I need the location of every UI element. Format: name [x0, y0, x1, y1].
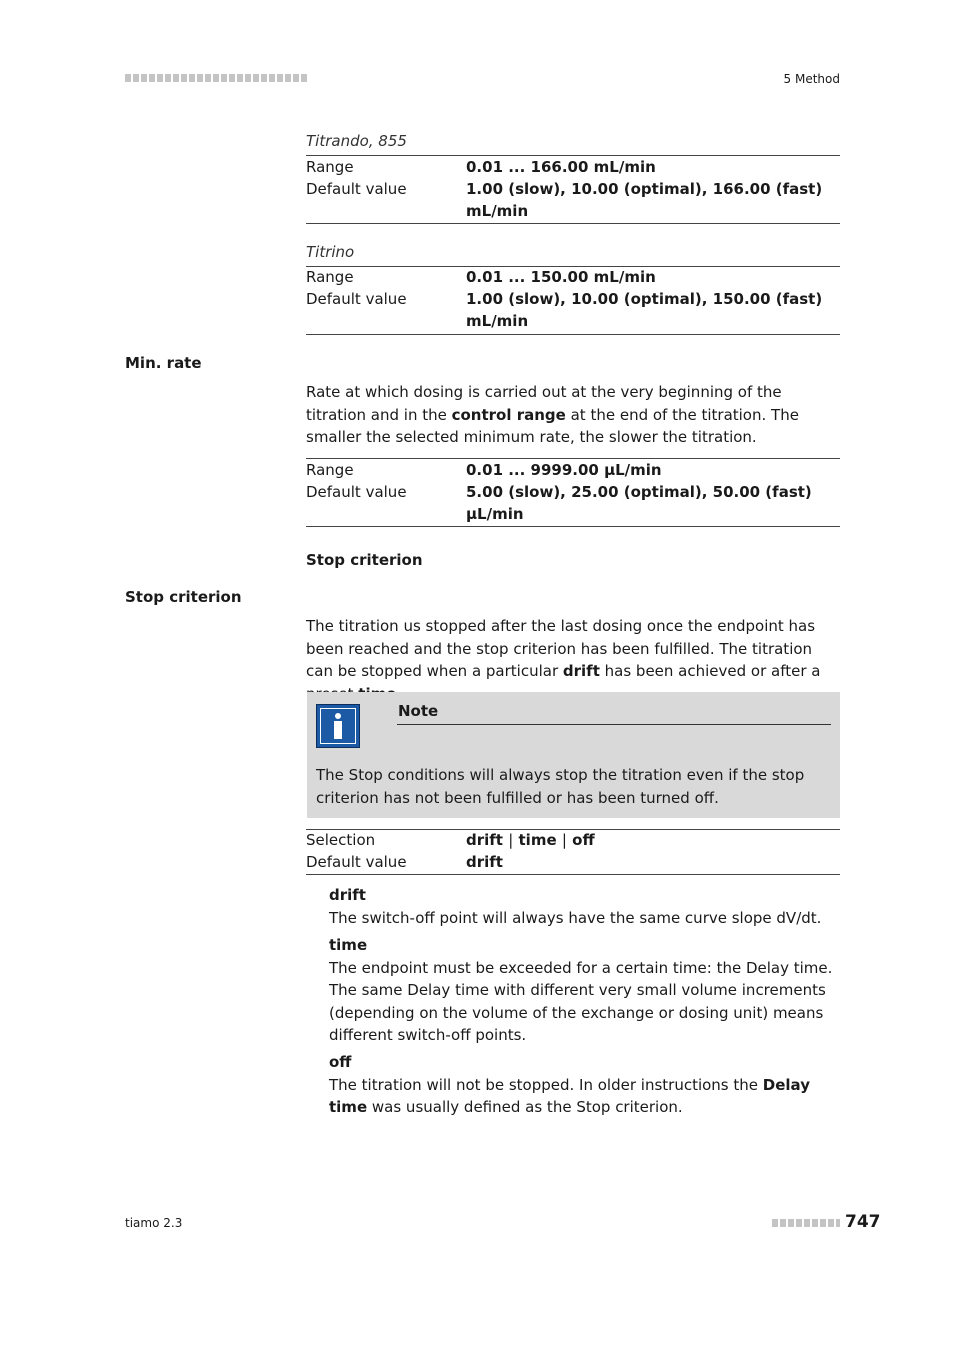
stop-criterion-param-table [306, 829, 840, 873]
info-icon [316, 704, 360, 748]
stop-criterion-subheading: Stop criterion [306, 551, 423, 569]
param-label: Range [306, 158, 354, 176]
divider [306, 526, 840, 527]
param-value: 0.01 ... 9999.00 µL/min [466, 461, 662, 479]
note-text: The Stop conditions will always stop the titration even if the stop criterion has not been fulfilled or has been turned off. [316, 766, 805, 807]
product-name: tiamo 2.3 [125, 1216, 183, 1230]
option-off [329, 1051, 840, 1119]
option-drift [329, 884, 840, 929]
param-value: 0.01 ... 166.00 mL/min [466, 158, 656, 176]
min-rate-description: Rate at which dosing is carried out at the very beginning of the titration and in the control range at the end of the titration. The smaller the selected minimum rate, the slower the titration. [306, 383, 799, 446]
param-row [306, 851, 840, 873]
param-label: Default value [306, 180, 407, 198]
min-rate-param-table [306, 459, 840, 525]
option-time [329, 934, 840, 1047]
param-label: Default value [306, 853, 407, 871]
stop-criterion-heading: Stop criterion [125, 588, 242, 606]
param-label: Range [306, 461, 354, 479]
param-row [306, 288, 840, 332]
header-decoration [125, 74, 307, 82]
param-label: Range [306, 268, 354, 286]
divider [306, 223, 840, 224]
option-term: drift [329, 886, 366, 904]
param-label: Default value [306, 483, 407, 501]
option-desc: The titration will not be stopped. In older instructions the Delay time was usually defined as the Stop criterion. [329, 1075, 810, 1116]
note-divider [397, 724, 831, 725]
option-term: time [329, 936, 368, 954]
param-row [306, 829, 840, 851]
param-value: 1.00 (slow), 10.00 (optimal), 150.00 (fast) mL/min [466, 290, 823, 330]
titrino-caption: Titrino [306, 243, 355, 261]
titrino-param-table [306, 266, 840, 332]
param-value: 0.01 ... 150.00 mL/min [466, 268, 656, 286]
option-desc: The endpoint must be exceeded for a certain time: the Delay time. The same Delay time with different very small volume increments (depending on the volume of the exchange or dosing unit) means different switch-off points. [329, 958, 833, 1044]
divider [306, 334, 840, 335]
chapter-label: 5 Method [783, 72, 840, 86]
param-row [306, 459, 840, 481]
option-desc: The switch-off point will always have the same curve slope dV/dt. [329, 908, 822, 927]
param-value: 1.00 (slow), 10.00 (optimal), 166.00 (fast) mL/min [466, 180, 823, 220]
min-rate-heading: Min. rate [125, 354, 202, 372]
titrando-param-table [306, 156, 840, 222]
param-row [306, 266, 840, 288]
stop-criterion-description: The titration us stopped after the last dosing once the endpoint has been reached and the stop criterion has been fulfilled. The titration can be stopped when a particular drift has been achieved or after a [306, 617, 821, 680]
selection-options: drift | time | off [466, 831, 595, 849]
param-value: 5.00 (slow), 25.00 (optimal), 50.00 (fast) µL/min [466, 483, 812, 523]
param-row [306, 156, 840, 178]
divider [306, 874, 840, 875]
page-number: 747 [845, 1212, 881, 1232]
param-row [306, 178, 840, 222]
note-title: Note [398, 702, 439, 720]
param-label: Selection [306, 831, 376, 849]
option-term: off [329, 1053, 352, 1071]
param-label: Default value [306, 290, 407, 308]
param-row [306, 481, 840, 525]
param-value: drift [466, 853, 503, 871]
footer-decoration [772, 1219, 840, 1227]
titrando-caption: Titrando, 855 [306, 132, 407, 150]
